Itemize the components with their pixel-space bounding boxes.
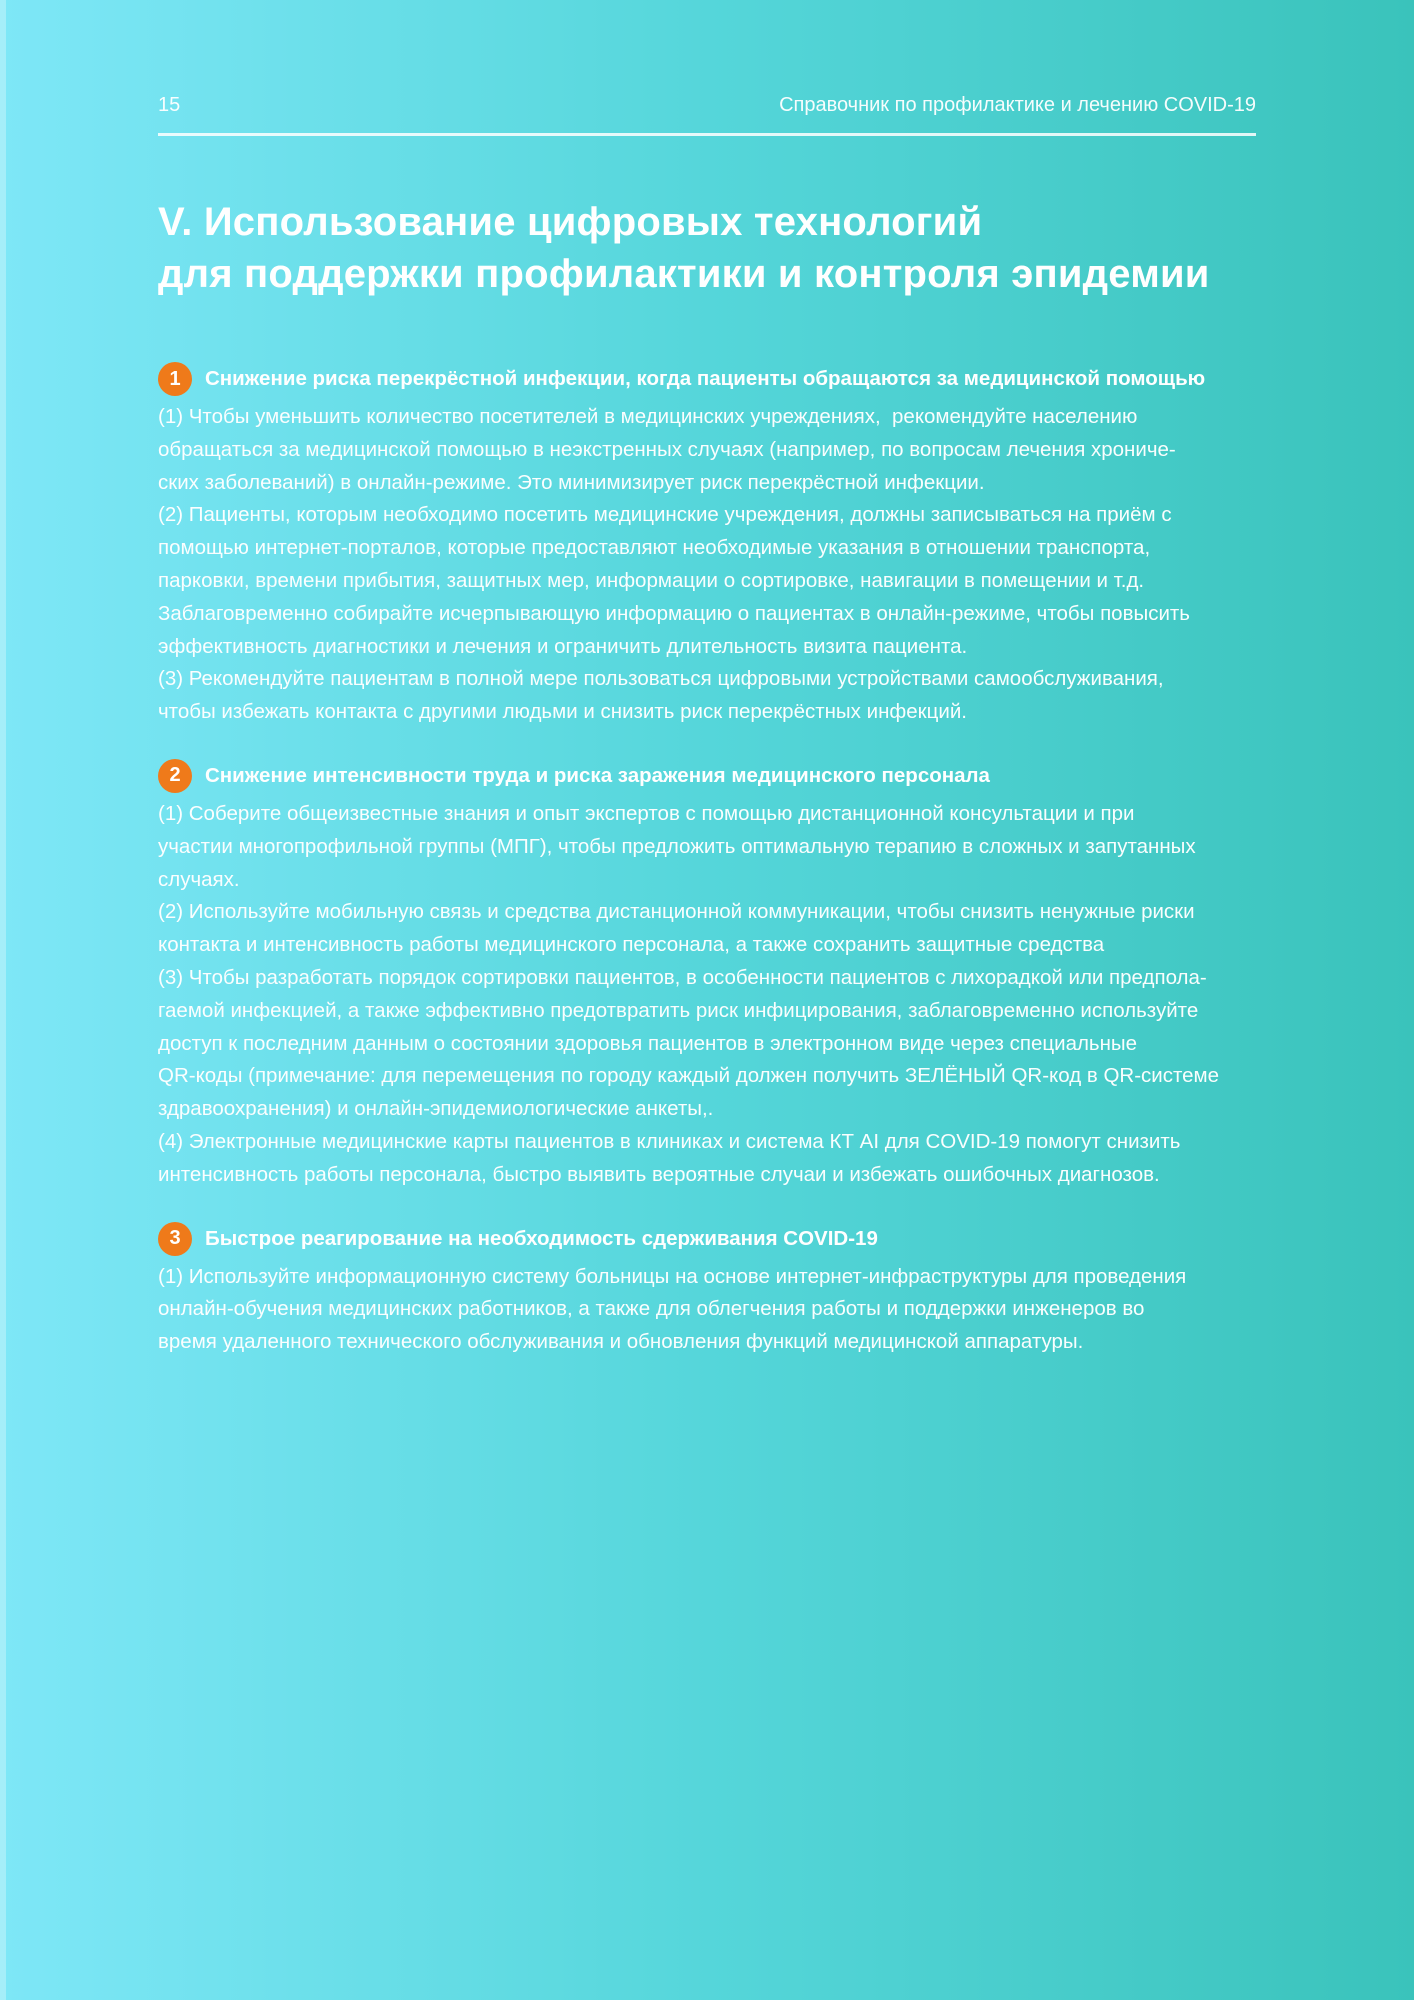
section-header	[158, 362, 1256, 396]
body-line: (1) Используйте информационную систему больницы на основе интернет-инфраструктуры для проведения	[158, 1264, 1187, 1288]
body-line: (1) Соберите общеизвестные знания и опыт экспертов с помощью дистанционной консультации и при	[158, 801, 1135, 825]
page-header	[158, 0, 1256, 117]
section-body	[158, 798, 1256, 1192]
section-heading: Снижение риска перекрёстной инфекции, когда пациенты обращаются за медицинской помощью	[205, 367, 1206, 390]
section-number-badge: 1	[158, 362, 192, 396]
page-edge-highlight	[0, 0, 6, 2000]
running-header-title: Справочник по профилактике и лечению COVID-19	[779, 94, 1256, 116]
body-line: ских заболеваний) в онлайн-режиме. Это минимизирует риск перекрёстной инфекции.	[158, 470, 985, 494]
body-line: здравоохранения) и онлайн-эпидемиологические анкеты,.	[158, 1097, 714, 1121]
body-line: (2) Используйте мобильную связь и средства дистанционной коммуникации, чтобы снизить ненужные риски	[158, 900, 1195, 924]
body-line: участии многопрофильной группы (МПГ), чтобы предложить оптимальную терапию в сложных и запутанных	[158, 834, 1196, 858]
section-body	[158, 401, 1256, 729]
body-line: (4) Электронные медицинские карты пациентов в клиниках и система КТ AI для COVID-19 помогут снизить	[158, 1129, 1181, 1153]
sections	[158, 362, 1256, 1359]
body-line: (1) Чтобы уменьшить количество посетителей в медицинских учреждениях, рекомендуйте населению	[158, 405, 1138, 428]
body-line: (2) Пациенты, которым необходимо посетить медицинские учреждения, должны записываться на приём с	[158, 503, 1172, 527]
body-line: эффективность диагностики и лечения и ограничить длительность визита пациента.	[158, 634, 968, 658]
section-heading: Быстрое реагирование на необходимость сдерживания COVID-19	[205, 1226, 878, 1250]
section	[158, 362, 1256, 729]
body-line: (3) Чтобы разработать порядок сортировки пациентов, в особенности пациентов с лихорадкой или предпола-	[158, 965, 1207, 989]
section-header	[158, 759, 1256, 793]
section-number-badge: 3	[158, 1222, 192, 1256]
header-divider	[158, 133, 1256, 136]
section-header	[158, 1222, 1256, 1256]
body-line: онлайн-обучения медицинских работников, а также для облегчения работы и поддержки инженеров во	[158, 1297, 1145, 1321]
chapter-title-line1: V. Использование цифровых технологий	[158, 200, 983, 244]
body-line: контакта и интенсивность работы медицинского персонала, а также сохранить защитные средства	[158, 933, 1105, 957]
body-line: гаемой инфекцией, а также эффективно предотвратить риск инфицирования, заблаговременно используйте	[158, 998, 1199, 1022]
body-line: случаях.	[158, 867, 240, 891]
body-line: доступ к последним данным о состоянии здоровья пациентов в электронном виде через специальные	[158, 1031, 1138, 1055]
chapter-title-line2: для поддержки профилактики и контроля эпидемии	[158, 252, 1210, 296]
page-number: 15	[158, 94, 181, 116]
body-line: QR-коды (примечание: для перемещения по городу каждый должен получить ЗЕЛЁНЫЙ QR-код в QR-системе	[158, 1064, 1220, 1088]
body-line: помощью интернет-порталов, которые предоставляют необходимые указания в отношении транспорта,	[158, 536, 1151, 560]
body-line: обращаться за медицинской помощью в неэкстренных случаях (например, по вопросам лечения хрониче-	[158, 437, 1176, 461]
body-line: (3) Рекомендуйте пациентам в полной мере пользоваться цифровыми устройствами самообслуживания,	[158, 667, 1164, 691]
chapter-title	[158, 196, 1256, 300]
body-line: интенсивность работы персонала, быстро выявить вероятные случаи и избежать ошибочных диагнозов.	[158, 1162, 1160, 1186]
section	[158, 1222, 1256, 1359]
section-body	[158, 1261, 1256, 1359]
section-heading: Снижение интенсивности труда и риска заражения медицинского персонала	[205, 763, 990, 787]
body-line: время удаленного технического обслуживания и обновления функций медицинской аппаратуры.	[158, 1330, 1084, 1354]
body-line: чтобы избежать контакта с другими людьми и снизить риск перекрёстных инфекций.	[158, 700, 967, 724]
body-line: Заблаговременно собирайте исчерпывающую информацию о пациентах в онлайн-режиме, чтобы повысить	[158, 601, 1190, 625]
section	[158, 759, 1256, 1192]
section-number-badge: 2	[158, 759, 192, 793]
body-line: парковки, времени прибытия, защитных мер, информации о сортировке, навигации в помещении и т.д.	[158, 568, 1145, 592]
